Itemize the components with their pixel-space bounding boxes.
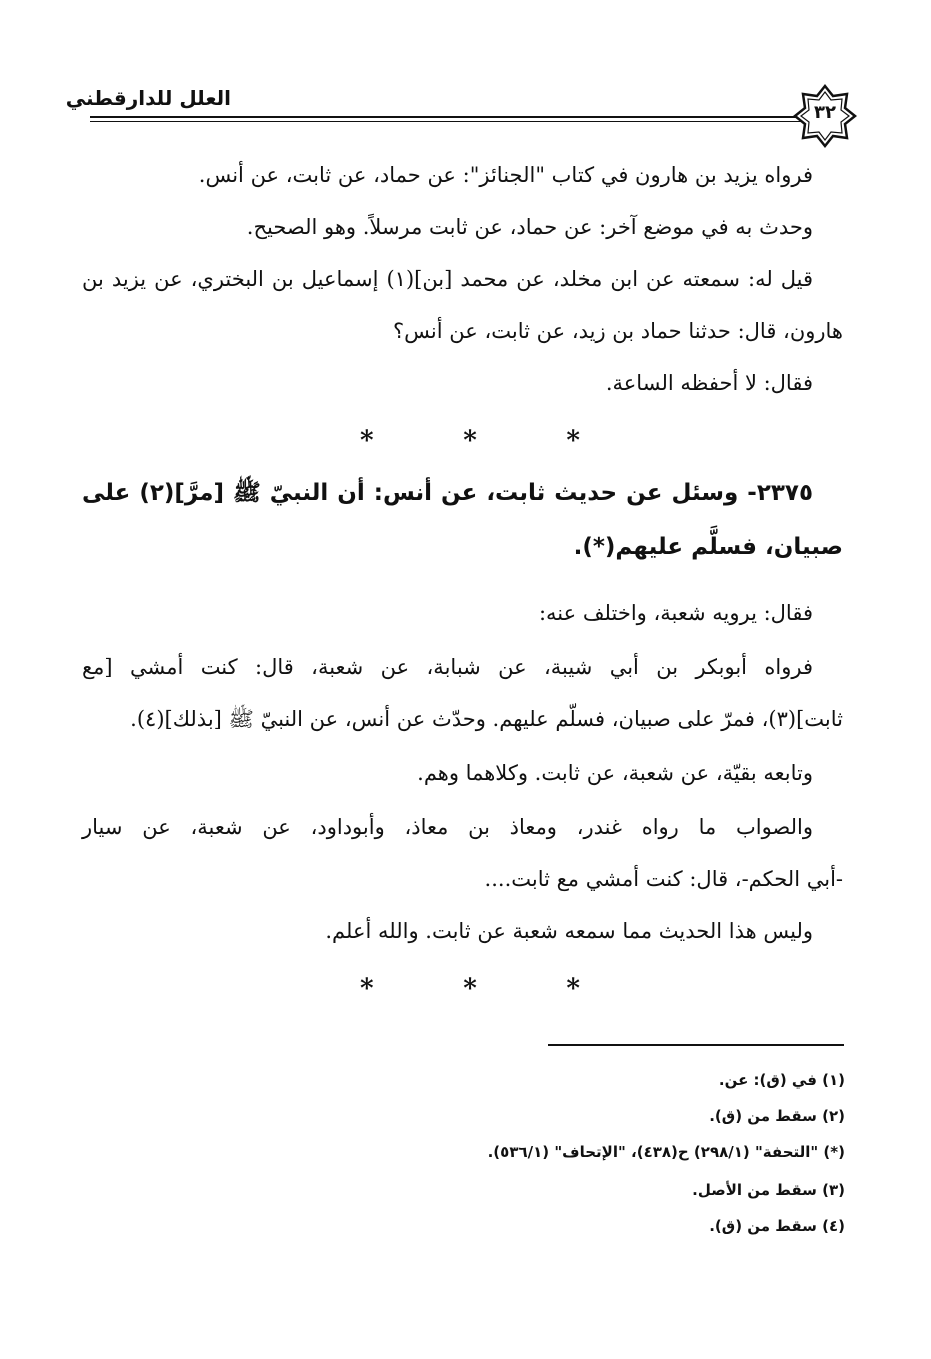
header-rule xyxy=(90,116,820,118)
body-line: قيل له: سمعته عن ابن مخلد، عن محمد [بن](١) إسماعيل بن البختري، عن يزيد بن xyxy=(82,267,813,291)
star-ornament: * xyxy=(463,426,477,456)
section-divider-stars xyxy=(360,976,580,1002)
body-line: ثابت](٣)، فمرّ على صبيان، فسلّم عليهم. وحدّث عن أنس، عن النبيّ ﷺ [بذلك](٤). xyxy=(130,707,843,731)
body-line: فرواه يزيد بن هارون في كتاب "الجنائز": عن حماد، عن ثابت، عن أنس. xyxy=(198,163,813,187)
footnote: (٢) سقط من (ق). xyxy=(709,1107,845,1125)
body-line: والصواب ما رواه غندر، ومعاذ بن معاذ، وأبوداود، عن شعبة، عن سيار xyxy=(82,815,813,839)
star-ornament: * xyxy=(463,974,477,1004)
section-divider-stars xyxy=(360,428,580,454)
star-ornament: * xyxy=(360,974,374,1004)
footnote: (٤) سقط من (ق). xyxy=(709,1217,845,1235)
star-ornament: * xyxy=(566,426,580,456)
body-line: وليس هذا الحديث مما سمعه شعبة عن ثابت. والله أعلم. xyxy=(325,919,813,943)
star-ornament: * xyxy=(566,974,580,1004)
page-number: ٣٢ xyxy=(814,102,836,123)
footnote: (٣) سقط من الأصل. xyxy=(692,1181,845,1199)
body-line: فقال: لا أحفظه الساعة. xyxy=(605,371,813,395)
body-line: فقال: يرويه شعبة، واختلف عنه: xyxy=(538,601,813,625)
body-line: -أبي الحكم-، قال: كنت أمشي مع ثابت.... xyxy=(484,867,843,891)
entry-heading-line: صبيان، فسلَّم عليهم(*). xyxy=(573,534,843,560)
body-line: وتابعه بقيّة، عن شعبة، عن ثابت. وكلاهما وهم. xyxy=(417,761,813,785)
running-header-title: العلل للدارقطني xyxy=(65,86,231,110)
footnote: (١) في (ق): عن. xyxy=(718,1071,845,1089)
footnote-separator xyxy=(548,1044,844,1046)
page-number-badge xyxy=(793,84,857,148)
body-line: وحدث به في موضع آخر: عن حماد، عن ثابت مرسلاً. وهو الصحيح. xyxy=(246,215,813,239)
footnote: (*) "التحفة" (٢٩٨/١) ح(٤٣٨)، "الإتحاف" (٥٣٦/١). xyxy=(487,1143,845,1161)
header-rule-thin xyxy=(90,121,820,122)
star-ornament: * xyxy=(360,426,374,456)
entry-heading-line: ٢٣٧٥- وسئل عن حديث ثابت، عن أنس: أن النبيّ ﷺ [مرَّ](٢) على xyxy=(82,480,813,506)
body-line: هارون، قال: حدثنا حماد بن زيد، عن ثابت، عن أنس؟ xyxy=(393,319,843,343)
body-line: فرواه أبوبكر بن أبي شيبة، عن شبابة، عن شعبة، قال: كنت أمشي [مع xyxy=(82,655,813,679)
